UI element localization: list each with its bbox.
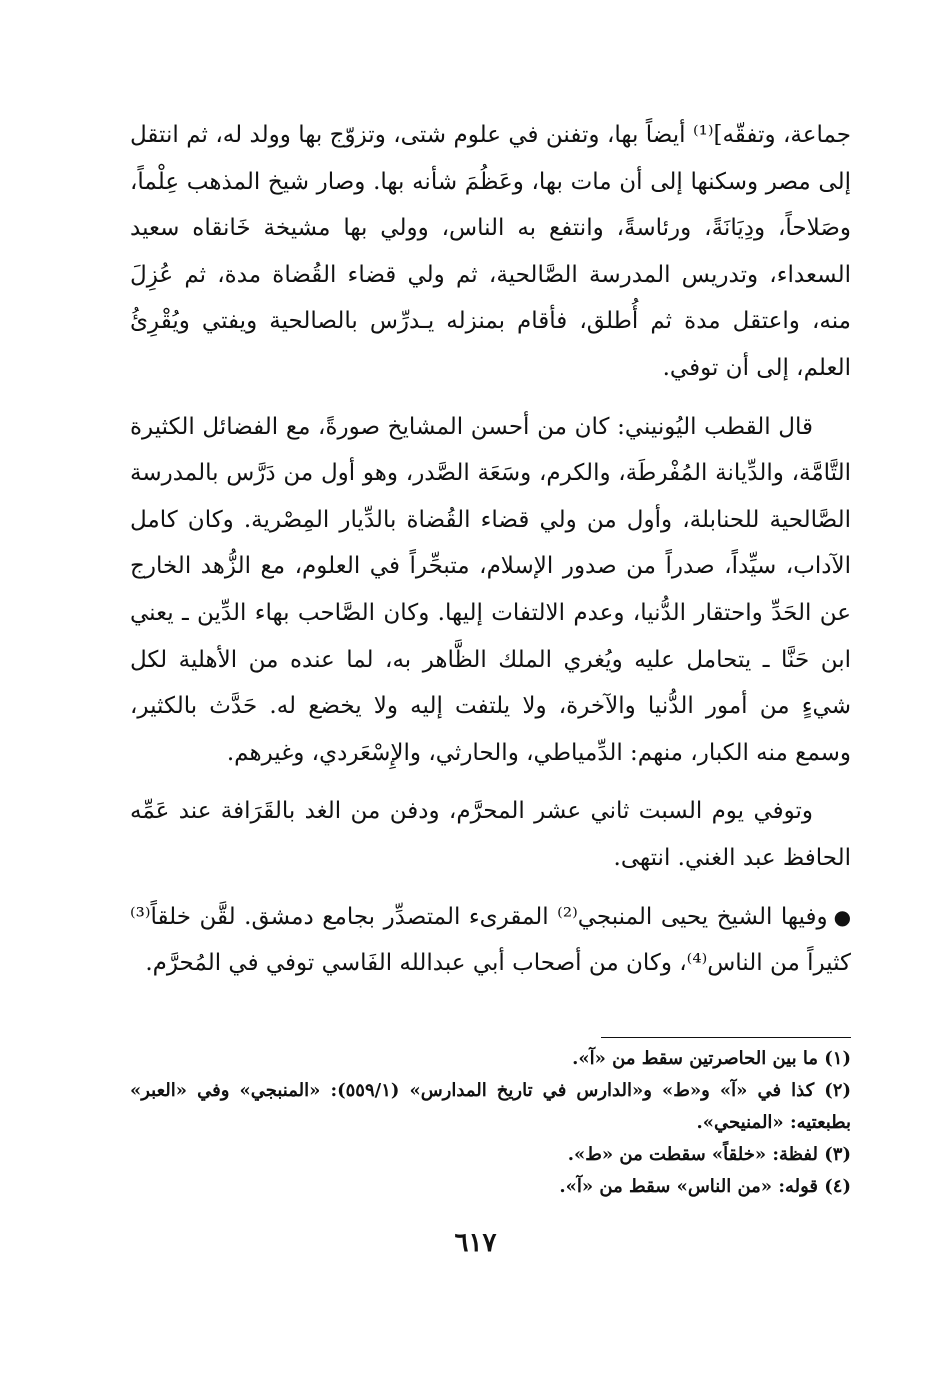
footnote-3: (٣) لفظة: «خلقاً» سقطت من «ط». — [567, 1144, 851, 1165]
paragraph-yahya-manbiji-text: وفيها الشيخ يحيى المنبجي⁽²⁾ المقرىء المتصدِّر بجامع دمشق. لقَّن خلقاً⁽³⁾ كثيراً من الناس⁽⁴⁾، وكان من أصحاب أبي عبدالله الفَاسي توفي في المُحرَّم. — [130, 903, 851, 977]
footnotes — [130, 1043, 851, 1203]
footnote-1: (١) ما بين الحاصرتين سقط من «آ». — [572, 1048, 851, 1069]
page-number: ٦١٧ — [454, 1228, 497, 1258]
main-text — [130, 112, 851, 999]
footnote-divider — [601, 1037, 851, 1038]
footnote-4: (٤) قوله: «من الناس» سقط من «آ». — [559, 1176, 851, 1197]
paragraph-yahya-manbiji — [130, 894, 851, 987]
paragraph-death-burial: وتوفي يوم السبت ثاني عشر المحرَّم، ودفن من الغد بالقَرَافة عند عَمِّه الحافظ عبد الغني. انتهى. — [130, 798, 851, 871]
paragraph-qutb-yunini-quote: قال القطب اليُونيني: كان من أحسن المشايخ صورةً، مع الفضائل الكثيرة التَّامَّة، والدِّيانة المُفْرطَة، والكرم، وسَعَة الصَّدر، وهو أول من دَرَّس بالمدرسة الصَّالحية للحنابلة، وأول من ولي قضاء القُضاة بالدِّيار المِصْرية. وكان كامل الآداب، سيِّداً، صدراً من صدور الإسلام، متبحِّراً في العلوم، مع الزُّهد الخارج عن الحَدِّ واحتقار الدُّنيا، وعدم الالتفات إليها. وكان الصَّاحب بهاء الدِّين ـ يعني ابن حَنَّا ـ يتحامل عليه ويُغري الملك الظَّاهر به، لما عنده من الأهلية لكل شيءٍ من أمور الدُّنيا والآخرة، ولا يلتفت إليه ولا يخضع له. حَدَّث بالكثير، وسمع منه الكبار، منهم: الدِّمياطي، والحارثي، والإِسْعَردي، وغيرهم. — [130, 413, 851, 766]
paragraph-biography: جماعة، وتفقّه]⁽¹⁾ أيضاً بها، وتفنن في علوم شتى، وتزوّج بها وولد له، ثم انتقل إلى مصر وسكنها إلى أن مات بها، وعَظُمَ شأنه بها. وصار شيخ المذهب عِلْماً، وصَلاحاً، ودِيَانَةً، ورئاسةً، وانتفع به الناس، وولي بها مشيخة خَانقاه سعيد السعداء، وتدريس المدرسة الصَّالحية، ثم ولي قضاء القُضاة مدة، ثم عُزِلَ منه، واعتقل مدة ثم أُطلق، فأقام بمنزله يـدرِّس بالصالحية ويفتي ويُقْرِئُ العلم، إلى أن توفي. — [130, 122, 851, 381]
footnote-2: (٢) كذا في «آ» و«ط» و«الدارس في تاريخ المدارس» (٥٥٩/١): «المنبجي» وفي «العبر» بطبعتيه: «المنيحي». — [130, 1080, 851, 1133]
bullet-icon: ● — [833, 904, 852, 929]
